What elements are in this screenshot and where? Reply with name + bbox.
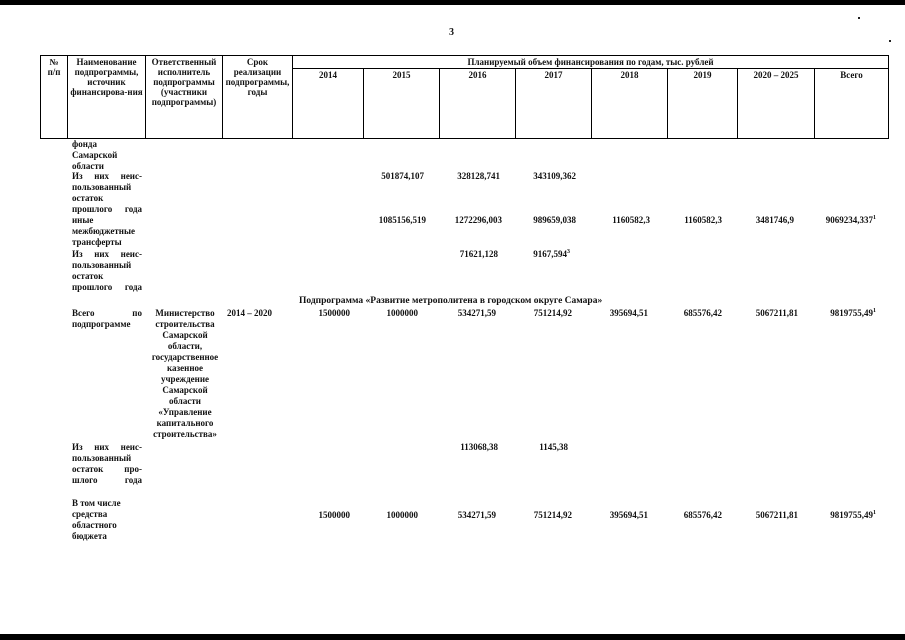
cell-2017: 989659,038 <box>533 215 576 225</box>
cell-2016: 1272296,003 <box>454 215 502 225</box>
cell-2018: 395694,51 <box>609 510 648 520</box>
cell-2019: 685576,42 <box>683 510 722 520</box>
row-label-regional-budget: В том числе средства областного бюджета <box>72 498 121 541</box>
row-label-continuation: фонда Самарской области <box>72 139 118 171</box>
subprogram-title: Подпрограмма «Развитие метрополитена в городском округе Самара» <box>299 296 603 306</box>
cell-2015: 501874,107 <box>381 171 424 181</box>
cell-2014: 1500000 <box>318 308 350 318</box>
cell-2016: 113068,38 <box>460 442 498 452</box>
cell-2015: 1000000 <box>386 308 418 318</box>
cell-2018: 1160582,3 <box>612 215 650 225</box>
scan-speck <box>858 17 860 19</box>
row-label-transfers: иные межбюджетные трансферты <box>72 215 135 247</box>
row-label-total-subprogram: Всего по подпрограмме <box>72 308 142 329</box>
page-number: 3 <box>449 27 454 38</box>
header-year: 2014 <box>293 69 364 139</box>
cell-2017: 1145,38 <box>539 442 568 452</box>
row-label-unused-remainder: Из них неис-пользованный остаток прошлого года <box>72 171 142 214</box>
cell-2017: 751214,92 <box>533 308 572 318</box>
financing-table-header <box>40 55 889 139</box>
cell-responsible: Министерство строительства Самарской области, государственное казенное учреждение Самарской области «Управление капитального строительства» <box>151 308 219 439</box>
header-year: 2015 <box>364 69 440 139</box>
header-planned: Планируемый объем финансирования по годам, тыс. рублей <box>293 56 889 69</box>
scan-bottom-border <box>0 634 905 640</box>
cell-2015: 1085156,519 <box>378 215 426 225</box>
cell-2020-2025: 3481746,9 <box>755 215 794 225</box>
cell-term: 2014 – 2020 <box>227 308 272 318</box>
cell-2019: 1160582,3 <box>684 215 722 225</box>
scan-speck <box>889 40 891 42</box>
cell-2017: 9167,594$^3$ <box>533 249 570 259</box>
header-total: Всего <box>815 69 889 139</box>
cell-2020-2025: 5067211,81 <box>755 510 798 520</box>
header-year: 2020 – 2025 <box>738 69 815 139</box>
cell-total: 9069234,337$^1$ <box>825 215 876 225</box>
cell-2019: 685576,42 <box>683 308 722 318</box>
header-term: Срок реализации подпрограммы, годы <box>223 56 293 139</box>
cell-2016: 71621,128 <box>459 249 498 259</box>
cell-2015: 1000000 <box>386 510 418 520</box>
cell-total: 9819755,49$^1$ <box>830 308 876 318</box>
header-responsible: Ответственный исполнитель подпрограммы (участники подпрограммы) <box>146 56 223 139</box>
cell-2014: 1500000 <box>318 510 350 520</box>
row-label-unused-remainder-3: Из них неис-пользованный остаток про-шлого года <box>72 442 142 485</box>
cell-2016: 534271,59 <box>457 510 496 520</box>
header-name: Наименование подпрограммы, источник финансирова-ния <box>68 56 146 139</box>
row-label-unused-remainder-2: Из них неис-пользованный остаток прошлого года <box>72 249 142 292</box>
cell-2016: 328128,741 <box>457 171 500 181</box>
header-year: 2019 <box>668 69 738 139</box>
cell-total: 9819755,49$^1$ <box>830 510 876 520</box>
cell-2017: 343109,362 <box>533 171 576 181</box>
cell-2017: 751214,92 <box>533 510 572 520</box>
header-num: № п/п <box>41 56 68 139</box>
cell-2020-2025: 5067211,81 <box>755 308 798 318</box>
header-year: 2017 <box>516 69 592 139</box>
header-year: 2018 <box>592 69 668 139</box>
cell-2016: 534271,59 <box>457 308 496 318</box>
scan-top-border <box>0 0 905 5</box>
cell-2018: 395694,51 <box>609 308 648 318</box>
header-year: 2016 <box>440 69 516 139</box>
